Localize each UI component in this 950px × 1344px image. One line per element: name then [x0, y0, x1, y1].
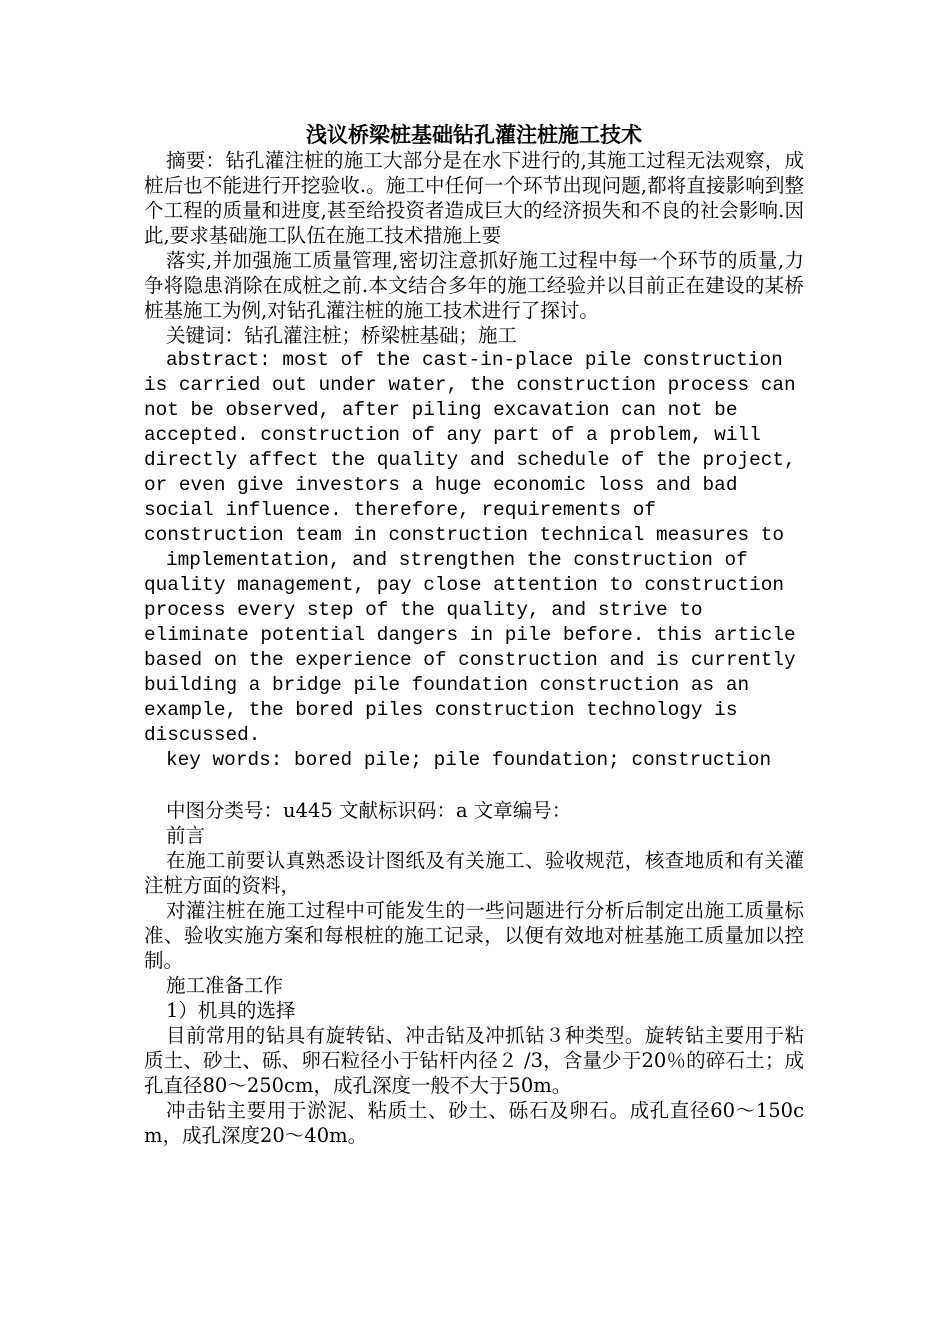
preface-heading: 前言 — [166, 824, 206, 847]
abstract-en-paragraph-1: abstract: most of the cast-in-place pile construction is carried out under water, the construction process can not be observed, after piling excavation can not be accepted. construction of any part of a problem, will directly affect the quality and schedule of the project, or even give investors a huge economic loss and bad social influence. therefore, requirements of construction team in construction technical measures to — [144, 349, 796, 546]
impact-drill-paragraph: 冲击钻主要用于淤泥、粘质土、砂土、砾石及卵石。成孔直径60～150cm，成孔深度20～40m。 — [144, 1099, 804, 1147]
abstract-cn-paragraph-2: 落实,并加强施工质量管理,密切注意抓好施工过程中每一个环节的质量,力争将隐患消除在成桩之前.本文结合多年的施工经验并以目前正在建设的某桥桩基施工为例,对钻孔灌注桩的施工技术进行了探讨。 — [144, 249, 804, 322]
rotary-drill-paragraph: 目前常用的钻具有旋转钻、冲击钻及冲抓钻３种类型。旋转钻主要用于粘质土、砂土、砾、卵石粒径小于钻杆内径２ /3，含量少于20％的碎石土；成孔直径80～250cm，成孔深度一般不大于50m。 — [144, 1024, 804, 1097]
abstract-en-paragraph-2: implementation, and strengthen the construction of quality management, pay close attention to construction process every step of the quality, and strive to eliminate potential dangers in pile before. this article based on the experience of construction and is currently building a bridge pile foundation construction as an example, the bored piles construction technology is discussed. — [144, 549, 796, 746]
preface-paragraph-1: 在施工前要认真熟悉设计图纸及有关施工、验收规范，核查地质和有关灌注桩方面的资料， — [144, 849, 804, 897]
keywords-en: key words: bored pile; pile foundation; construction — [166, 749, 772, 771]
preface-paragraph-2: 对灌注桩在施工过程中可能发生的一些问题进行分析后制定出施工质量标准、验收实施方案和每根桩的施工记录，以便有效地对桩基施工质量加以控制。 — [144, 899, 804, 972]
subsection-heading: 1）机具的选择 — [166, 999, 296, 1022]
classification-line: 中图分类号：u445 文献标识码：a 文章编号： — [166, 799, 572, 822]
keywords-cn: 关键词：钻孔灌注桩；桥梁桩基础；施工 — [166, 324, 518, 347]
document-title: 浅议桥梁桩基础钻孔灌注桩施工技术 — [306, 122, 642, 147]
document-body — [144, 122, 804, 1148]
blank-line — [144, 773, 804, 798]
abstract-cn-paragraph-1: 摘要：钻孔灌注桩的施工大部分是在水下进行的,其施工过程无法观察，成桩后也不能进行开挖验收.。施工中任何一个环节出现问题,都将直接影响到整个工程的质量和进度,甚至给投资者造成巨大的经济损失和不良的社会影响.因此,要求基础施工队伍在施工技术措施上要 — [144, 149, 804, 247]
section-heading: 施工准备工作 — [166, 974, 284, 997]
